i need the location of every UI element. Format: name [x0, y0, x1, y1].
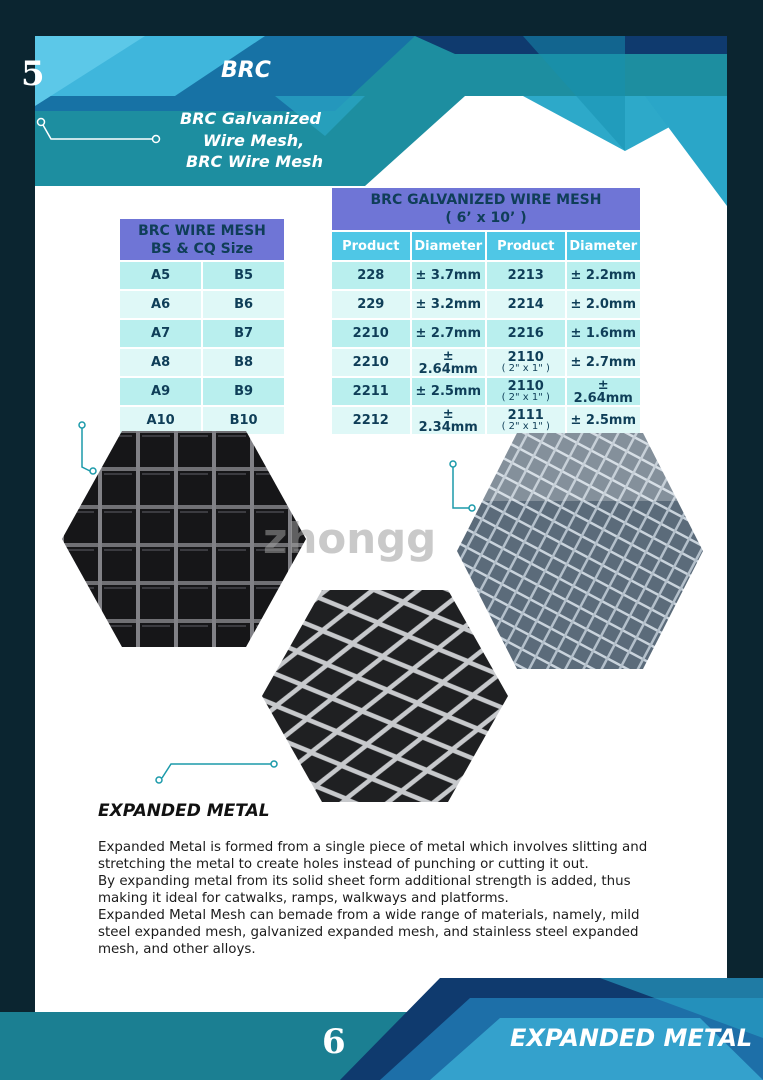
table-cell: ± 1.6mm — [567, 320, 640, 347]
subtitle-line-2: Wire Mesh, — [203, 131, 305, 150]
table-cell: A9 — [120, 378, 201, 405]
table-cell: ± 2.64mm — [412, 349, 485, 376]
column-header: Diameter — [412, 232, 485, 260]
table-cell: 2111 ( 2" x 1" ) — [487, 407, 565, 434]
table-cell: A10 — [120, 407, 201, 434]
table-cell: B6 — [203, 291, 284, 318]
paragraph-line: making it ideal for catwalks, ramps, walkways and platforms. — [98, 891, 509, 906]
subtitle-line-1: BRC Galvanized — [180, 109, 321, 128]
table-cell: A5 — [120, 262, 201, 289]
paragraph-line: steel expanded mesh, galvanized expanded mesh, and stainless steel expanded — [98, 925, 639, 940]
table-cell: ± 2.7mm — [567, 349, 640, 376]
column-header: Product — [332, 232, 410, 260]
table-cell: ± 2.0mm — [567, 291, 640, 318]
connector-line — [35, 116, 175, 146]
page — [21, 36, 727, 1012]
table-cell: ± 3.7mm — [412, 262, 485, 289]
paragraph-line: By expanding metal from its solid sheet form additional strength is added, thus — [98, 874, 631, 889]
table-cell: ± 2.7mm — [412, 320, 485, 347]
table-cell: ± 3.2mm — [412, 291, 485, 318]
paragraph-line: stretching the metal to create holes instead of punching or cutting it out. — [98, 857, 589, 872]
table-cell: 2110 ( 2" x 1" ) — [487, 349, 565, 376]
page-title: BRC — [221, 58, 271, 83]
table-cell: 228 — [332, 262, 410, 289]
table-cell: A7 — [120, 320, 201, 347]
table-cell: 2216 — [487, 320, 565, 347]
brc-wire-mesh-table — [118, 217, 286, 436]
paragraph-line: Expanded Metal Mesh can bemade from a wide range of materials, namely, mild — [98, 908, 640, 923]
paragraph-line: Expanded Metal is formed from a single piece of metal which involves slitting and — [98, 840, 648, 855]
table-cell: B5 — [203, 262, 284, 289]
column-header: Diameter — [567, 232, 640, 260]
table-cell: B10 — [203, 407, 284, 434]
paragraph-line: mesh, and other alloys. — [98, 942, 256, 957]
table-cell: A6 — [120, 291, 201, 318]
left-table-header: BRC WIRE MESH BS & CQ Size — [120, 219, 284, 260]
section-title: EXPANDED METAL — [98, 801, 270, 821]
column-header: Product — [487, 232, 565, 260]
table-cell: 2210 — [332, 349, 410, 376]
footer-title: EXPANDED METAL — [510, 1024, 753, 1052]
brc-galvanized-table — [330, 186, 642, 436]
table-cell: 2214 — [487, 291, 565, 318]
table-cell: 2213 — [487, 262, 565, 289]
section-paragraph — [98, 839, 698, 958]
table-cell: ± 2.2mm — [567, 262, 640, 289]
table-cell: 229 — [332, 291, 410, 318]
table-cell: B8 — [203, 349, 284, 376]
table-cell: 2210 — [332, 320, 410, 347]
table-cell: ± 2.34mm — [412, 407, 485, 434]
table-cell: B7 — [203, 320, 284, 347]
table-cell: ± 2.64mm — [567, 378, 640, 405]
watermark: zhongg — [263, 514, 437, 563]
table-cell: 2212 — [332, 407, 410, 434]
table-cell: ± 2.5mm — [567, 407, 640, 434]
subtitle-line-3: BRC Wire Mesh — [186, 152, 323, 171]
table-cell: 2110 ( 2" x 1" ) — [487, 378, 565, 405]
page-number: 5 — [21, 54, 45, 94]
footer-page-number: 6 — [322, 1022, 346, 1062]
right-table-header: BRC GALVANIZED WIRE MESH ( 6’ x 10’ ) — [332, 188, 640, 230]
table-cell: A8 — [120, 349, 201, 376]
table-cell: ± 2.5mm — [412, 378, 485, 405]
table-cell: B9 — [203, 378, 284, 405]
table-cell: 2211 — [332, 378, 410, 405]
expanded-metal-photo — [260, 588, 510, 804]
